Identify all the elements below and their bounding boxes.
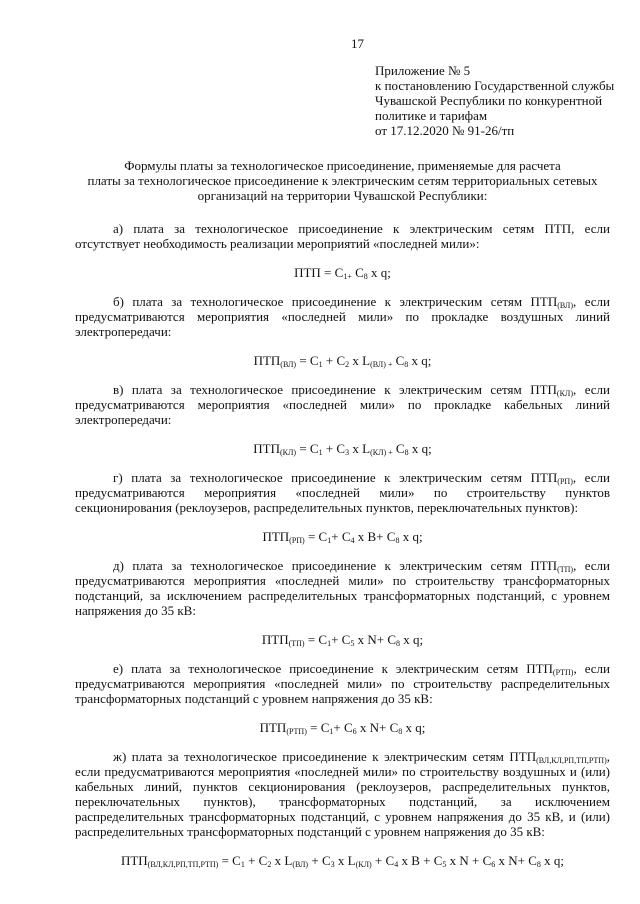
- formula-subscript: 2: [267, 860, 272, 869]
- formula-text: x q;: [408, 353, 432, 368]
- paragraph-text: е) плата за технологическое присоединение к электрическим сетям ПТП: [113, 661, 553, 676]
- formula-subscript: 8: [536, 860, 541, 869]
- formula-text: ПТП: [259, 720, 287, 735]
- paragraph-text: г) плата за технологическое присоединение к электрическим сетям ПТП: [113, 470, 558, 485]
- formula-text: ПТП = C: [294, 265, 344, 280]
- paragraph-b: [75, 294, 610, 339]
- formula-text: + C: [371, 853, 395, 868]
- title-line: организаций на территории Чувашской Республики:: [197, 188, 488, 203]
- appendix-line: Приложение № 5: [375, 63, 471, 78]
- formula-subscript: (РП): [289, 536, 305, 545]
- paragraph-subscript: (ТП): [557, 565, 574, 574]
- formula-text: = C: [304, 632, 328, 647]
- formula-text: x q;: [402, 720, 426, 735]
- formula-subscript: 3: [345, 448, 350, 457]
- formula-text: = C: [296, 353, 319, 368]
- formula-text: x N+ C: [354, 632, 396, 647]
- paragraph-text: , если предусматриваются мероприятия «последней мили» по строительству воздушных и (или) кабельных линий, пунктов секционирования (реклоузеров, распределительных пунктов, переключательных пунктов), трансформаторных подстанций, за исключением распределительных трансформаторных подстанций, с уровнем напряжения до 35 кВ, и (или) распределительных трансформаторных подстанций с уровнем напряжения до 35 кВ:: [75, 749, 610, 839]
- paragraph-g: [75, 470, 610, 515]
- paragraph-text: б) плата за технологическое присоединение к электрическим сетям ПТП: [113, 294, 558, 309]
- formula-subscript: 8: [396, 639, 400, 648]
- paragraph-subscript: (РП): [557, 477, 573, 486]
- paragraph-text: , если предусматриваются мероприятия «последней мили» по строительству распределительных трансформаторных подстанций с уровнем напряжения до 35 кВ:: [75, 661, 610, 706]
- formula-text: ПТП: [120, 853, 148, 868]
- formula-subscript: 1: [329, 727, 334, 736]
- paragraph-a: а) плата за технологическое присоединение к электрическим сетям ПТП, если отсутствует необходимость реализации мероприятий «последней мили»:: [75, 221, 610, 251]
- formula-text: + C: [331, 632, 351, 647]
- formula-text: + C: [322, 441, 346, 456]
- formula-text: ПТП: [261, 632, 289, 647]
- title-line: платы за технологическое присоединение к электрическим сетям территориальных сетевых: [87, 173, 598, 188]
- formula-subscript: 3: [330, 860, 335, 869]
- appendix-line: к постановлению Государственной службы: [375, 78, 615, 93]
- appendix-line: Чувашской Республики по конкурентной: [375, 93, 603, 108]
- page-number: 17: [351, 36, 364, 51]
- formula-subscript: 1: [240, 860, 245, 869]
- formula-subscript: (ВЛ) +: [370, 360, 393, 369]
- formula-subscript: (ВЛ): [280, 360, 297, 369]
- formula-text: x B+ C: [354, 529, 396, 544]
- formula-g: [75, 529, 610, 544]
- paragraph-text: , если предусматриваются мероприятия «последней мили» по строительству пунктов секционирования (реклоузеров, распределительных пунктов, переключательных пунктов):: [75, 470, 610, 515]
- formula-subscript: 8: [404, 360, 409, 369]
- formula-text: x N + C: [446, 853, 492, 868]
- appendix-line: от 17.12.2020 № 91-26/тп: [375, 123, 515, 138]
- formula-text: x q;: [399, 529, 423, 544]
- appendix-line: политике и тарифам: [375, 108, 488, 123]
- formula-text: + C: [244, 853, 268, 868]
- formula-text: x B + C: [398, 853, 443, 868]
- paragraph-text: ж) плата за технологическое присоединение к электрическим сетям ПТП: [113, 749, 537, 764]
- formula-text: + C: [322, 353, 346, 368]
- formula-e: [75, 720, 610, 735]
- formula-subscript: 6: [352, 727, 357, 736]
- formula-subscript: 8: [404, 448, 409, 457]
- appendix-header: [375, 63, 615, 138]
- formula-subscript: 5: [442, 860, 447, 869]
- formula-subscript: 8: [395, 536, 400, 545]
- formula-subscript: 8: [363, 272, 368, 281]
- formula-text: C: [392, 353, 405, 368]
- formula-text: x L: [349, 441, 371, 456]
- paragraph-text: , если предусматриваются мероприятия «последней мили» по прокладке воздушных линий электропередачи:: [75, 294, 610, 339]
- formula-subscript: (ВЛ): [292, 860, 309, 869]
- formula-subscript: (КЛ): [355, 860, 372, 869]
- formula-text: C: [392, 441, 405, 456]
- paragraph-v: [75, 382, 610, 427]
- formula-subscript: (ВЛ,КЛ,РП,ТП,РТП): [147, 860, 219, 869]
- formula-text: x L: [271, 853, 293, 868]
- paragraph-d: [75, 558, 610, 618]
- title-line: Формулы платы за технологическое присоединение, применяемые для расчета: [124, 158, 561, 173]
- paragraph-zh: [75, 749, 610, 839]
- formula-subscript: 2: [345, 360, 350, 369]
- formula-subscript: 1+: [343, 272, 352, 281]
- formula-text: x q;: [540, 853, 565, 868]
- formula-text: + C: [308, 853, 331, 868]
- formula-text: = C: [218, 853, 241, 868]
- formula-subscript: 6: [491, 860, 496, 869]
- paragraph-subscript: (ВЛ): [557, 301, 574, 310]
- formula-zh: [75, 853, 610, 868]
- formula-subscript: (РТП): [286, 727, 307, 736]
- formula-text: x L: [334, 853, 356, 868]
- formula-subscript: 4: [394, 860, 399, 869]
- paragraph-subscript: (РТП): [552, 668, 574, 677]
- formula-v: [75, 441, 610, 456]
- formula-subscript: 1: [327, 536, 332, 545]
- formula-b: [75, 353, 610, 368]
- paragraph-text: , если предусматриваются мероприятия «последней мили» по прокладке кабельных линий электропередачи:: [75, 382, 610, 427]
- formula-text: = C: [304, 529, 328, 544]
- paragraph-subscript: (ВЛ,КЛ,РП,ТП,РТП): [536, 756, 607, 765]
- formula-text: x q;: [367, 265, 391, 280]
- paragraph-subscript: (КЛ): [556, 389, 574, 398]
- formula-text: + C: [331, 529, 351, 544]
- formula-text: x q;: [400, 632, 424, 647]
- formula-a: [75, 265, 610, 280]
- formula-text: + C: [333, 720, 353, 735]
- formula-text: = C: [306, 720, 330, 735]
- formula-text: ПТП: [262, 529, 290, 544]
- formula-text: x q;: [408, 441, 432, 456]
- formula-text: x L: [349, 353, 371, 368]
- formula-text: ПТП: [253, 353, 281, 368]
- formula-text: = C: [296, 441, 319, 456]
- formula-subscript: 4: [350, 536, 355, 545]
- document-title: [75, 158, 610, 203]
- paragraph-e: [75, 661, 610, 706]
- formula-subscript: 8: [398, 727, 403, 736]
- formula-subscript: (ТП): [288, 639, 305, 648]
- paragraph-text: в) плата за технологическое присоединение к электрическим сетям ПТП: [113, 382, 557, 397]
- formula-subscript: 1: [327, 639, 332, 648]
- paragraph-text: , если предусматриваются мероприятия «последней мили» по строительству трансформаторных подстанций, за исключением распределительных трансформаторных подстанций, с уровнем напряжения до 35 кВ:: [75, 558, 611, 618]
- formula-text: x N+ C: [495, 853, 537, 868]
- formula-subscript: 5: [350, 639, 355, 648]
- formula-text: ПТП: [253, 441, 280, 456]
- formula-d: [75, 632, 610, 647]
- formula-subscript: (КЛ) +: [370, 448, 393, 457]
- formula-subscript: 1: [318, 448, 323, 457]
- formula-text: C: [351, 265, 364, 280]
- paragraph-text: д) плата за технологическое присоединение к электрическим сетям ПТП: [113, 558, 558, 573]
- formula-text: x N+ C: [356, 720, 399, 735]
- formula-subscript: (КЛ): [279, 448, 297, 457]
- formula-subscript: 1: [318, 360, 323, 369]
